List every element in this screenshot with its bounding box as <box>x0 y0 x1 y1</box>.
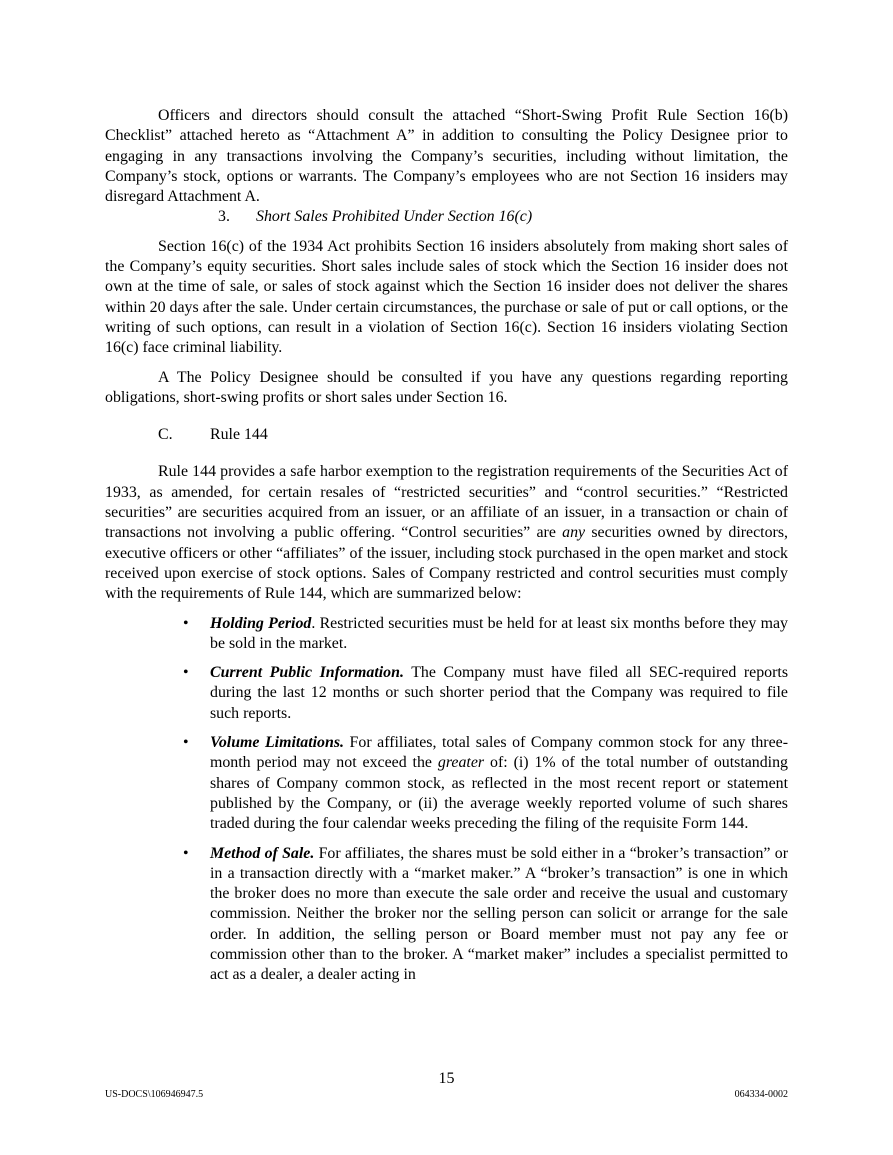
item-term: Holding Period <box>210 614 312 632</box>
emphasis-text: any <box>562 524 586 542</box>
item-term: Volume Limitations. <box>210 734 345 752</box>
list-item <box>105 663 788 724</box>
section-letter: C. <box>158 426 173 444</box>
paragraph-section-16c: Section 16(c) of the 1934 Act prohibits Section 16 insiders absolutely from making short sales of the Company’s equity securities. Short sales include sales of stock which the Section 16 insider does not own at the time of sale, or sales of stock against which the Section 16 insider does not deliver the shares within 20 days after the sale. Under certain circumstances, the purchase or sale of put or call options, or the writing of such options, can result in a violation of Section 16(c). Section 16 insiders violating Section 16(c) face criminal liability. <box>105 237 788 357</box>
section-title: Rule 144 <box>210 426 268 444</box>
document-body <box>105 106 788 986</box>
section-number: 3. <box>218 208 230 226</box>
emphasis-text: greater <box>437 754 485 772</box>
item-text: For affiliates, the shares must be sold either in a “broker’s transaction” or in a transaction directly with a “market maker.” A “broker’s transaction” is one in which the broker does no more than execute the sale order and receive the usual and customary commission. Neither the broker nor the selling person can solicit or arrange for the sale order. In addition, the selling person or Board member must not pay any fee or commission other than to the broker. A “market maker” includes a specialist permitted to act as a dealer, a dealer acting in <box>210 844 788 984</box>
bullet-icon: • <box>183 614 189 632</box>
section-heading-3 <box>105 207 788 227</box>
item-text: The Company must have filed all SEC-required reports during the last 12 months or such shorter period that the Company was required to file such reports. <box>210 664 788 722</box>
item-term: Current Public Information. <box>210 664 404 682</box>
text-run: Rule 144 provides a safe harbor exemption to the registration requirements of the Securities Act of 1933, as amended, for certain resales of “restricted securities” and “control securities.” “Restricted securities” are securities acquired from an issuer, or an affiliate of an issuer, in a transaction or chain of transactions not involving a public offering. “Control securities” are <box>105 463 788 542</box>
document-id: US-DOCS\106946947.5 <box>105 1089 204 1100</box>
section-title: Short Sales Prohibited Under Section 16(c) <box>256 208 533 226</box>
item-text: . Restricted securities must be held for at least six months before they may be sold in the market. <box>210 614 788 652</box>
item-text: For affiliates, total sales of Company common stock for any three-month period may not exceed the <box>210 734 788 772</box>
matter-number: 064334-0002 <box>734 1089 788 1100</box>
list-item <box>105 733 788 834</box>
item-term: Method of Sale. <box>210 844 315 862</box>
bullet-icon: • <box>183 664 189 682</box>
bullet-icon: • <box>183 844 189 862</box>
list-item <box>105 844 788 986</box>
paragraph-rule-144 <box>105 462 788 604</box>
section-heading-c <box>105 425 788 445</box>
item-text: of: (i) 1% of the total number of outstanding shares of Company common stock, as reflected in the most recent report or statement published by the Company, or (ii) the average weekly reported volume of such shares traded during the four calendar weeks preceding the filing of the requisite Form 144. <box>210 754 788 833</box>
text-run: securities owned by directors, executive officers or other “affiliates” of the issuer, including stock purchased in the open market and stock received upon exercise of stock options. Sales of Company restricted and control securities must comply with the requirements of Rule 144, which are summarized below: <box>105 524 788 603</box>
page-number: 15 <box>438 1070 455 1087</box>
rule-144-requirements-list <box>105 614 788 986</box>
list-item <box>105 614 788 655</box>
paragraph-officers-checklist: Officers and directors should consult the attached “Short-Swing Profit Rule Section 16(b) Checklist” attached hereto as “Attachment A” in addition to consulting the Policy Designee prior to engaging in any transactions involving the Company’s securities, including without limitation, the Company’s stock, options or warrants. The Company’s employees who are not Section 16 insiders may disregard Attachment A. <box>105 107 788 206</box>
bullet-icon: • <box>183 734 189 752</box>
paragraph-policy-designee: A The Policy Designee should be consulted if you have any questions regarding reporting obligations, short-swing profits or short sales under Section 16. <box>105 368 788 406</box>
